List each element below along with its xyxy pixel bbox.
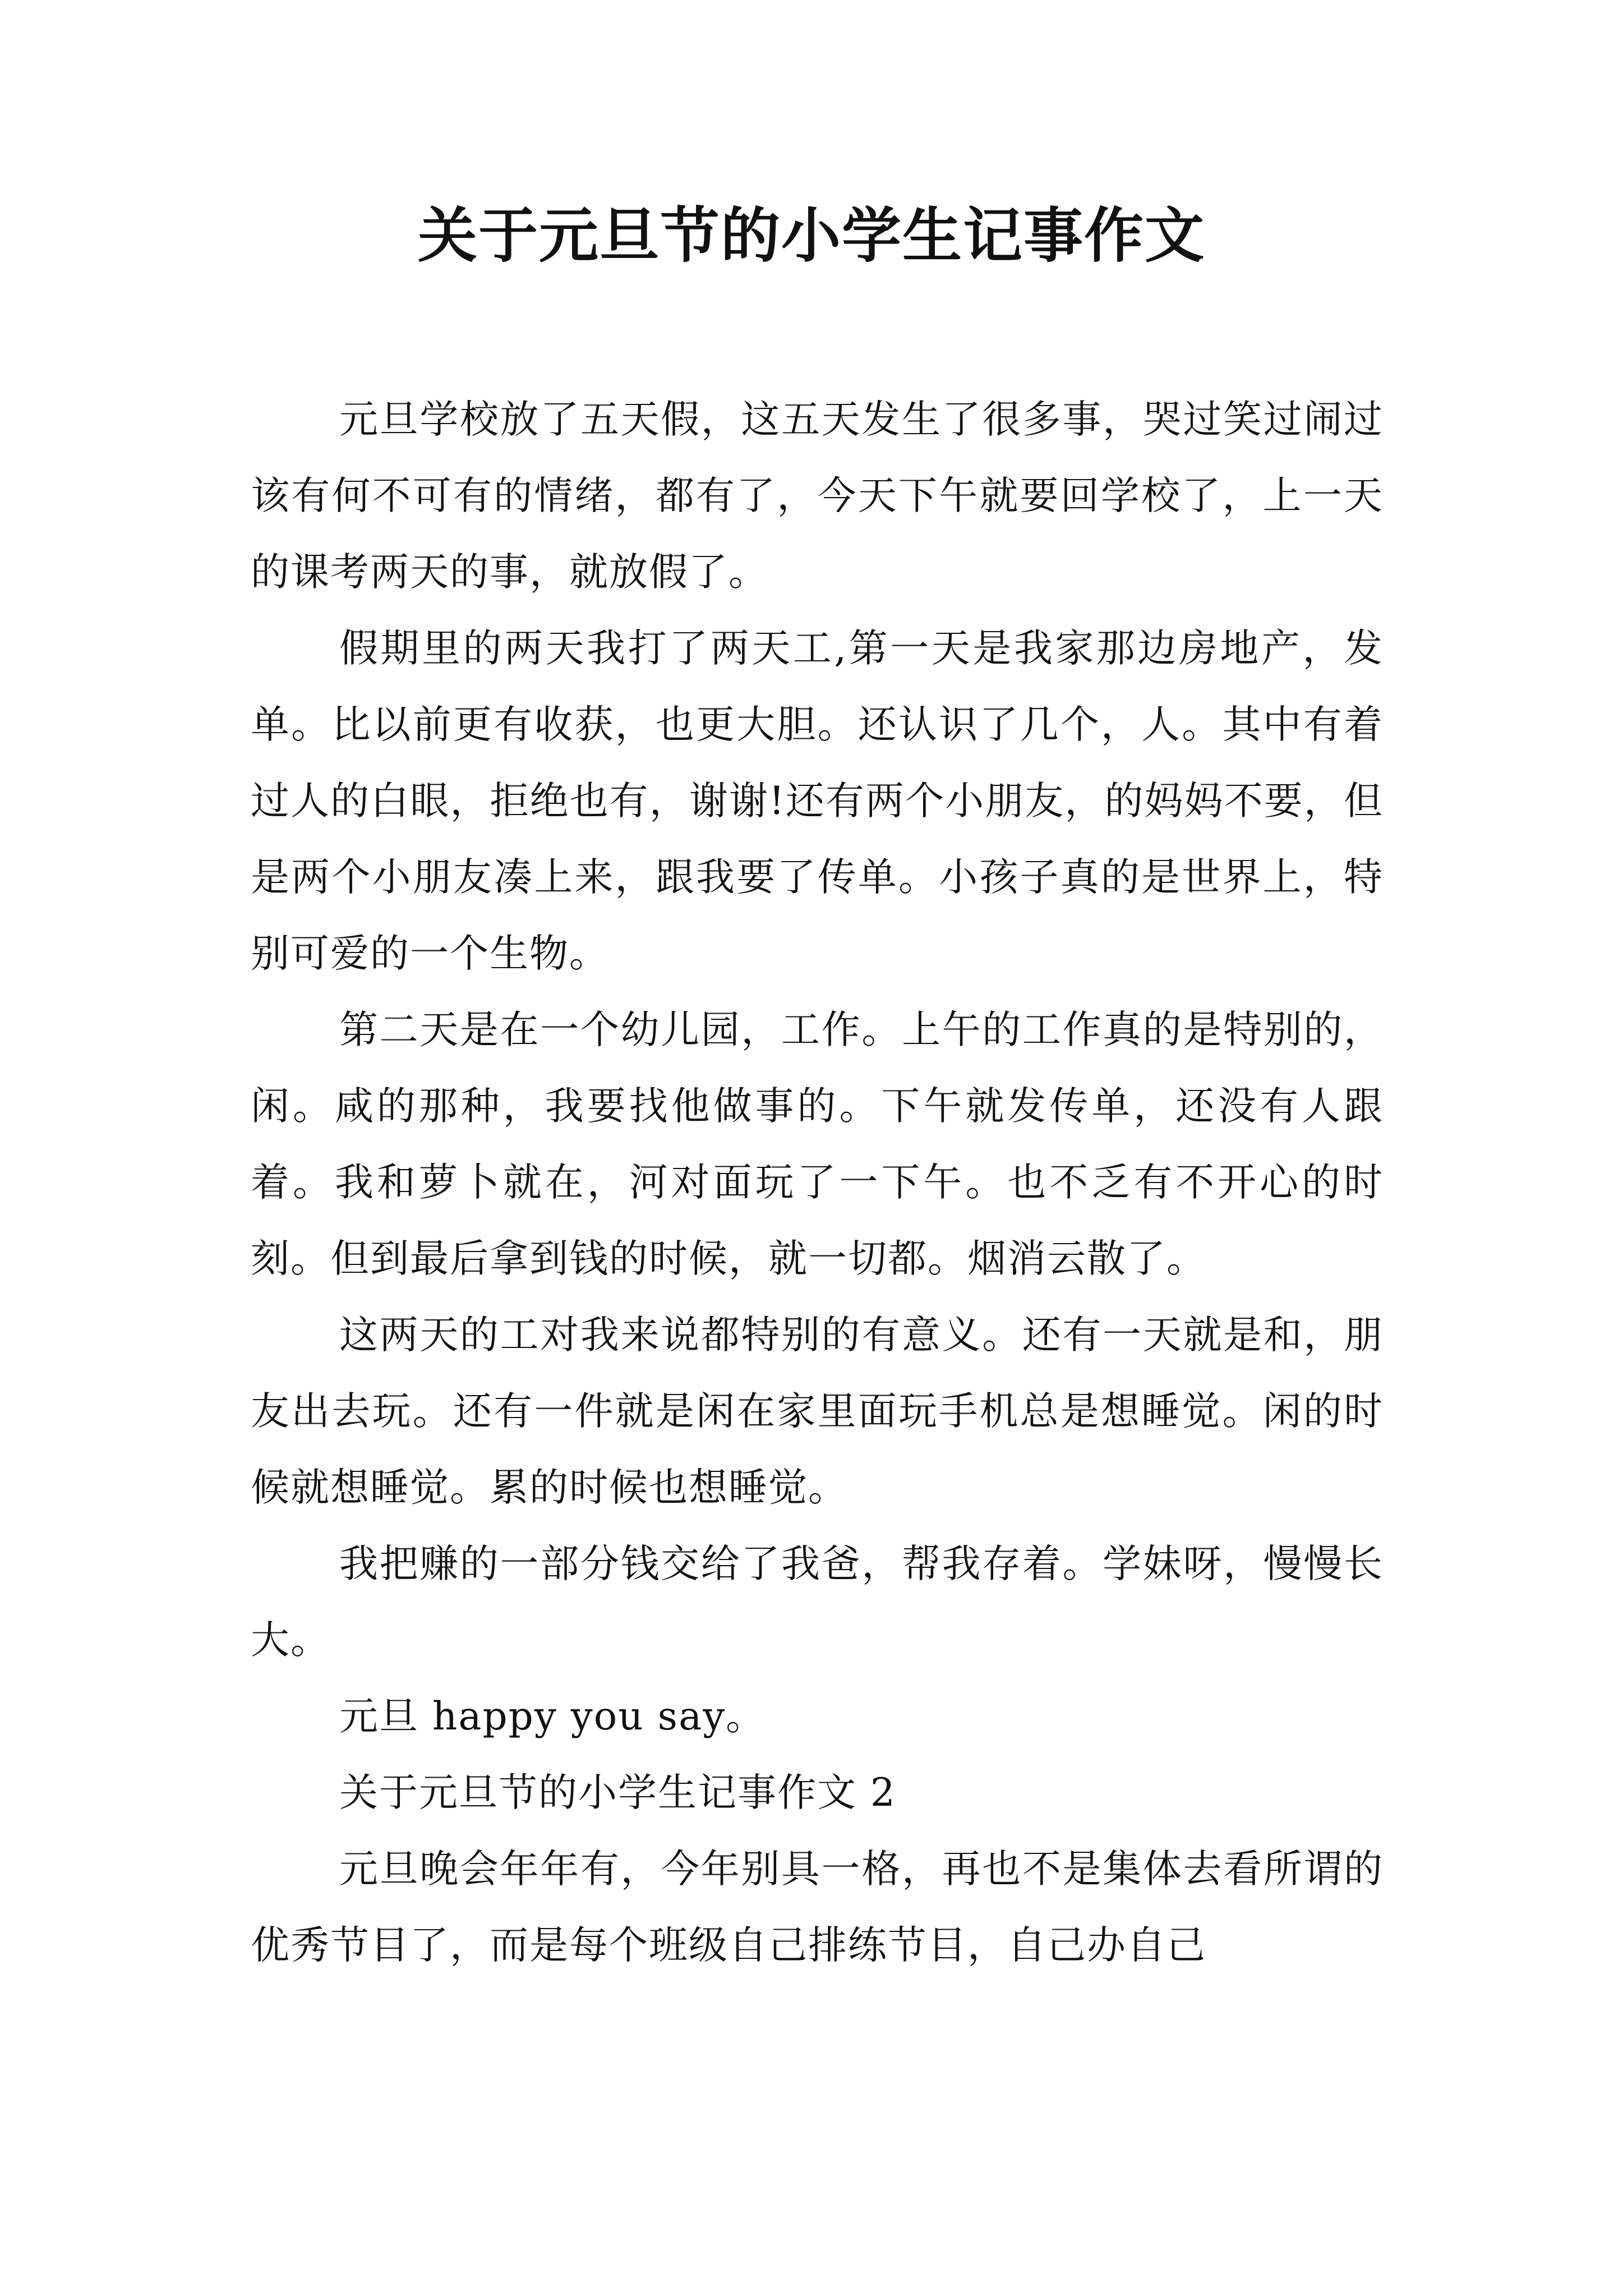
paragraph-1: 元旦学校放了五天假，这五天发生了很多事，哭过笑过闹过该有何不可有的情绪，都有了，今天下午就要回学校了，上一天的课考两天的事，就放假了。 (251, 397, 1384, 595)
paragraph-5: 我把赚的一部分钱交给了我爸，帮我存着。学妹呀，慢慢长大。 (251, 1542, 1384, 1663)
page-title: 关于元旦节的小学生记事作文 (418, 200, 1205, 270)
section-heading-2: 关于元旦节的小学生记事作文 2 (339, 1770, 896, 1815)
paragraph-7: 元旦晚会年年有，今年别具一格，再也不是集体去看所谓的优秀节目了，而是每个班级自己排练节目，自己办自己 (251, 1847, 1384, 1968)
paragraph-6: 元旦 happy you say。 (339, 1694, 766, 1739)
paragraph-4: 这两天的工对我来说都特别的有意义。还有一天就是和，朋友出去玩。还有一件就是闲在家里面玩手机总是想睡觉。闲的时候就想睡觉。累的时候也想睡觉。 (251, 1313, 1384, 1510)
paragraph-3: 第二天是在一个幼儿园，工作。上午的工作真的是特别的，闲。咸的那种，我要找他做事的。下午就发传单，还没有人跟着。我和萝卜就在，河对面玩了一下午。也不乏有不开心的时刻。但到最后拿到钱的时候，就一切都。烟消云散了。 (251, 1007, 1384, 1281)
paragraph-2: 假期里的两天我打了两天工,第一天是我家那边房地产，发单。比以前更有收获，也更大胆。还认识了几个，人。其中有着过人的白眼，拒绝也有，谢谢!还有两个小朋友，的妈妈不要，但是两个小朋友凑上来，跟我要了传单。小孩子真的是世界上，特别可爱的一个生物。 (251, 626, 1384, 976)
article-body (251, 381, 1384, 1984)
